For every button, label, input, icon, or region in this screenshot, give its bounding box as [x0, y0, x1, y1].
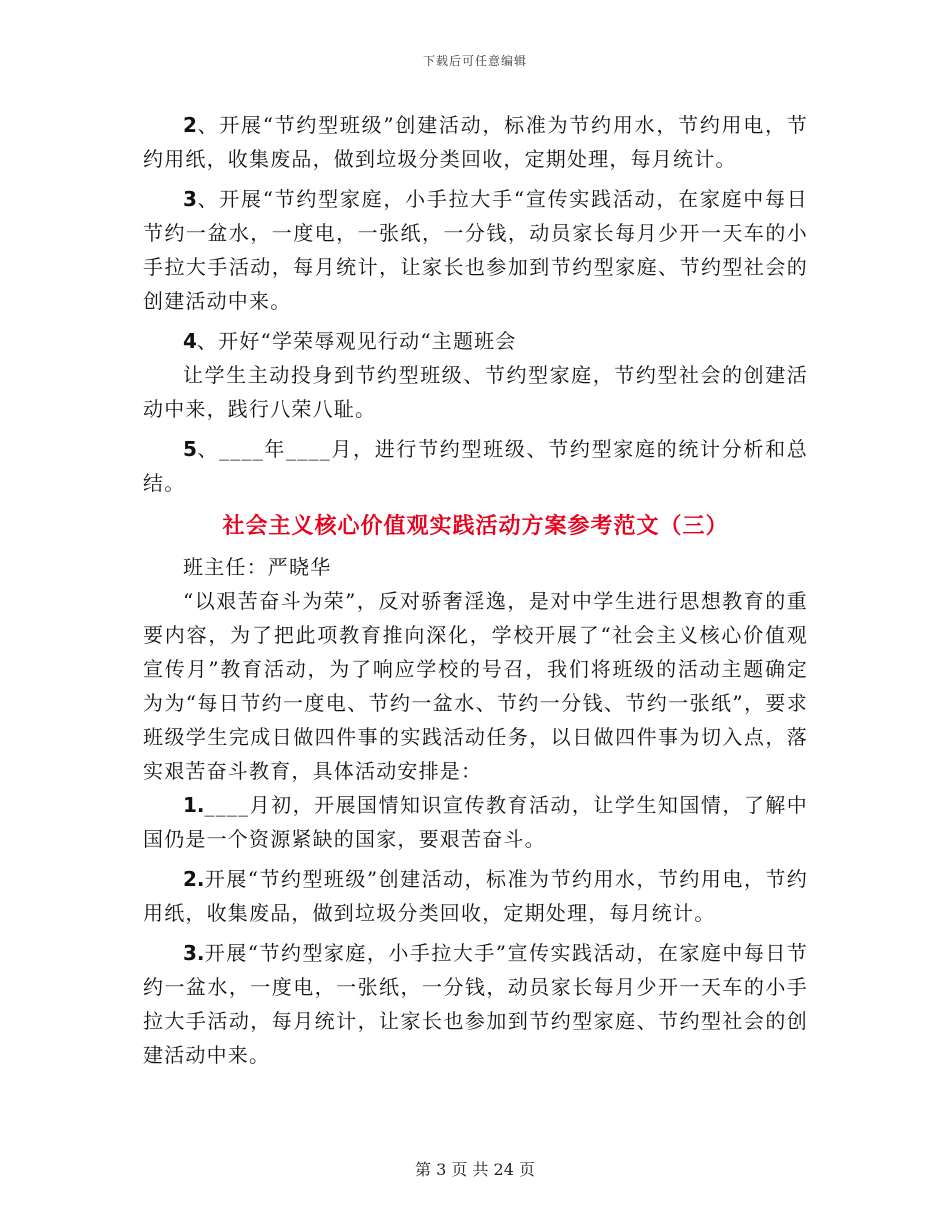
- item-number: 3: [183, 187, 197, 211]
- paragraph-text: 、____年____月，进行节约型班级、节约型家庭的统计分析和总结。: [143, 437, 808, 495]
- activity-item-2: [143, 862, 808, 930]
- paragraph-text: 班主任：严晓华: [183, 555, 332, 579]
- page-footer: 第 3 页 共 24 页: [415, 1160, 535, 1179]
- item-number: 5: [183, 437, 197, 461]
- intro-paragraph: [143, 584, 808, 788]
- paragraph-text: 、开展“节约型班级”创建活动，标准为节约用水，节约用电，节约用纸，收集废品，做到垃圾分类回收，定期处理，每月统计。: [143, 113, 808, 171]
- paragraph-item-4: [143, 324, 808, 358]
- paragraph-item-5: [143, 432, 808, 500]
- paragraph-text: “以艰苦奋斗为荣”，反对骄奢淫逸，是对中学生进行思想教育的重要内容，为了把此项教育推向深化，学校开展了“社会主义核心价值观宣传月”教育活动，为了响应学校的号召，我们将班级的活动主题确定为为“每日节约一度电、节约一盆水、节约一分钱、节约一张纸”，要求班级学生完成日做四件事的实践活动任务，以日做四件事为切入点，落实艰苦奋斗教育，具体活动安排是：: [143, 589, 808, 783]
- document-body: [143, 108, 808, 1072]
- paragraph-text: 、开好“学荣辱观见行动“主题班会: [196, 329, 517, 353]
- paragraph-text: 开展“节约型班级”创建活动，标准为节约用水，节约用电，节约用纸，收集废品，做到垃圾分类回收，定期处理，每月统计。: [143, 867, 808, 925]
- item-number: 1.: [183, 793, 205, 817]
- paragraph-item-2: [143, 108, 808, 176]
- item-number: 3.: [183, 941, 205, 965]
- page-header: 下载后可任意编辑: [422, 54, 527, 68]
- activity-item-1: [143, 788, 808, 856]
- paragraph-item-4-detail: [143, 358, 808, 426]
- paragraph-text: 、开展“节约型家庭，小手拉大手“宣传实践活动，在家庭中每日节约一盆水，一度电，一张纸，一分钱，动员家长每月少开一天车的小手拉大手活动，每月统计，让家长也参加到节约型家庭、节约型社会的创建活动中来。: [143, 187, 808, 313]
- activity-item-3: [143, 936, 808, 1072]
- teacher-line: [143, 550, 808, 584]
- paragraph-text: ____月初，开展国情知识宣传教育活动，让学生知国情，了解中国仍是一个资源紧缺的国家，要艰苦奋斗。: [143, 793, 808, 851]
- item-number: 2: [183, 113, 197, 137]
- paragraph-text: 开展“节约型家庭，小手拉大手”宣传实践活动，在家庭中每日节约一盆水，一度电，一张纸，一分钱，动员家长每月少开一天车的小手拉大手活动，每月统计，让家长也参加到节约型家庭、节约型社会的创建活动中来。: [143, 941, 808, 1067]
- item-number: 4: [183, 329, 197, 353]
- paragraph-item-3: [143, 182, 808, 318]
- item-number: 2.: [183, 867, 205, 891]
- section-title: 社会主义核心价值观实践活动方案参考范文（三）: [222, 514, 729, 539]
- paragraph-text: 让学生主动投身到节约型班级、节约型家庭，节约型社会的创建活动中来，践行八荣八耻。: [143, 363, 808, 421]
